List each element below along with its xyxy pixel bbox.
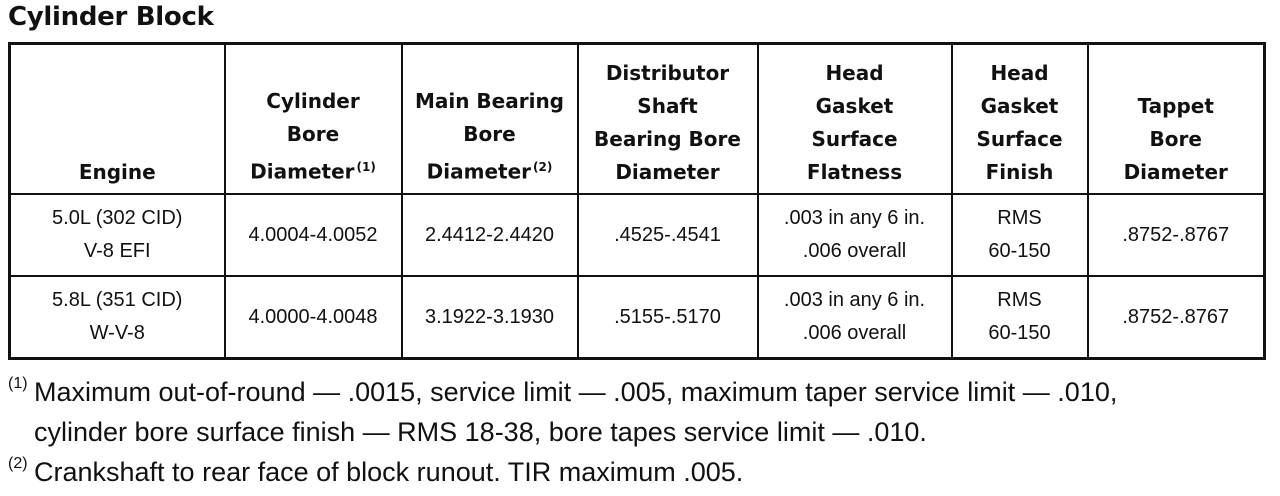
cell-distributor-shaft: .5155-.5170 [578,276,758,358]
cell-gasket-finish: RMS 60-150 [952,194,1088,276]
footnote-ref-2: (2) [533,160,553,175]
header-engine: Engine [10,44,225,194]
footnote-text: cylinder bore surface finish — RMS 18-38, bore tapes service limit — .010. [34,417,927,447]
cell-gasket-flatness: .003 in any 6 in. .006 overall [758,276,952,358]
footnote-1 [8,372,1270,452]
cell-engine: 5.0L (302 CID) V-8 EFI [10,194,225,276]
cell-engine: 5.8L (351 CID) W-V-8 [10,276,225,358]
cell-distributor-shaft: .4525-.4541 [578,194,758,276]
table-header-row [10,44,1265,194]
cell-tappet-bore: .8752-.8767 [1088,194,1265,276]
footnotes [8,372,1270,492]
footnote-text: Crankshaft to rear face of block runout. TIR maximum .005. [34,457,744,487]
header-cylinder-bore-diameter: Cylinder Bore Diameter $^{(1)}$ [225,44,402,194]
footnote-text: Maximum out-of-round — .0015, service limit — .005, maximum taper service limit — .010, [34,377,1118,407]
cell-cylinder-bore: 4.0000-4.0048 [225,276,402,358]
cell-main-bearing: 3.1922-3.1930 [402,276,578,358]
cell-gasket-flatness: .003 in any 6 in. .006 overall [758,194,952,276]
table-row [10,194,1265,276]
cell-cylinder-bore: 4.0004-4.0052 [225,194,402,276]
footnote-ref-1: (1) [356,160,376,175]
cell-tappet-bore: .8752-.8767 [1088,276,1265,358]
footnote-mark: (1) [8,375,28,392]
header-head-gasket-surface-finish: Head Gasket Surface Finish [952,44,1088,194]
footnote-2 [8,452,1270,492]
footnote-mark: (2) [8,455,28,472]
cell-main-bearing: 2.4412-2.4420 [402,194,578,276]
page-title: Cylinder Block [8,2,214,32]
header-distributor-shaft-bearing-bore-diameter: Distributor Shaft Bearing Bore Diameter [578,44,758,194]
header-head-gasket-surface-flatness: Head Gasket Surface Flatness [758,44,952,194]
table-row [10,276,1265,358]
header-main-bearing-bore-diameter: Main Bearing Bore Diameter $^{(2)}$ [402,44,578,194]
header-tappet-bore-diameter: Tappet Bore Diameter [1088,44,1265,194]
cell-gasket-finish: RMS 60-150 [952,276,1088,358]
cylinder-block-spec-table [8,42,1266,360]
